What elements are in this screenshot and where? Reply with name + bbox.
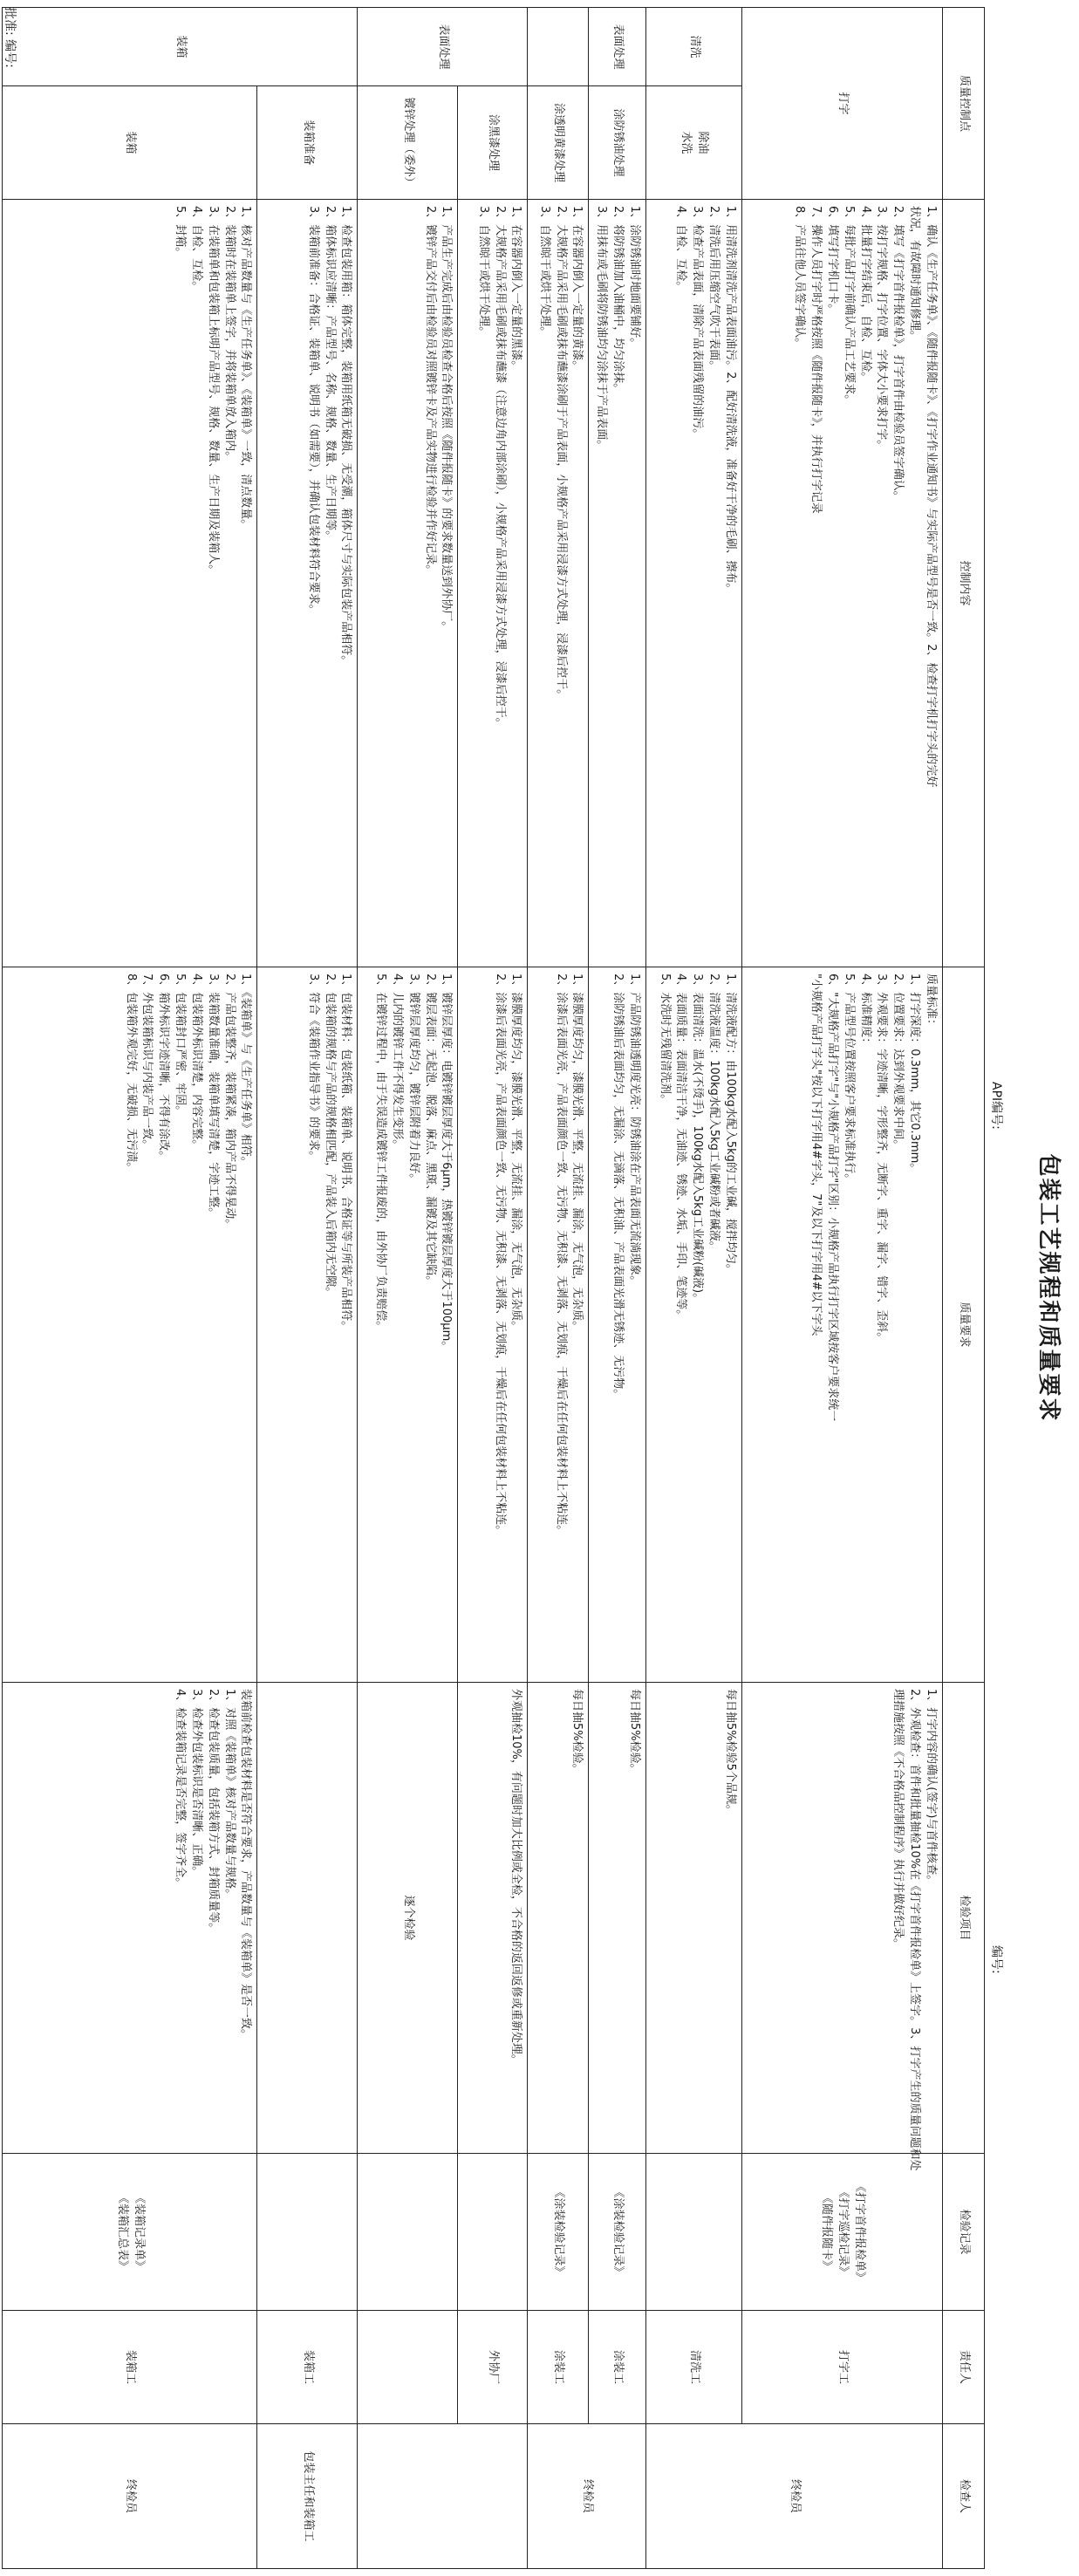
text-line: 1、清洗液配方：由100kg水配入5kg的工业碱，搅拌均匀。: [724, 974, 737, 1275]
cell-point: [528, 8, 589, 86]
cell-req: [742, 967, 943, 1683]
text-line: 2、将防锈油加入油桶中，均匀涂抹。: [611, 206, 625, 395]
text-line: 3、自然晾干或烘干处理。: [476, 206, 490, 338]
cell-insp: [528, 1683, 589, 2154]
text-line: 1、对照《装箱单》核对产品数量与规格。: [222, 1689, 236, 1901]
table-row-rustprev: [528, 8, 589, 2569]
text-line: 2、填写《打字首件报检单》，打字首件由检验员签字确认。: [891, 206, 905, 502]
header-quality-req: 质量要求: [943, 967, 985, 1683]
cell-subpoint: 装箱准备: [257, 86, 358, 200]
cell-req: [358, 967, 458, 1683]
text-line: 3、检查外包装标识是否清晰、正确。: [189, 1689, 203, 1878]
cell-record: [528, 2154, 589, 2311]
text-line: 5、在镀锌过程中，由于失误造成镀锌工件报废的，由外协厂负责赔偿。: [374, 974, 388, 1333]
text-line: 3、镀锌层厚度均匀，镀锌层附着力良好。: [406, 974, 420, 1186]
header-inspection-item: 检验项目: [943, 1683, 985, 2154]
text-line: 2、清洗液温度：100kg水配入5kg工业碱粉或者碱液。: [707, 974, 721, 1253]
text-line: 1、打字深度：0.3mm，其它0.3mm。: [908, 974, 922, 1175]
text-line: 《随件报随卡》: [820, 2192, 834, 2272]
cell-content: [257, 200, 358, 967]
text-line: 1、包装材料：包装纸箱、装箱单、说明书、合格证等与所装产品相符。: [339, 974, 353, 1333]
text-line: 《打字首件报检单》: [852, 2181, 866, 2284]
cell-record: [589, 2154, 646, 2311]
text-line: 8、产品往他人员签字确认。: [793, 206, 807, 350]
cell-req: [458, 967, 528, 1683]
text-line: 6、填写打字机口卡。: [825, 206, 839, 316]
text-line: 4、标准精度：: [858, 974, 872, 1049]
text-line: 2、涂漆后表面光亮，产品表面颜色一致、无污物、无积漆、无剥落、无划痕，干燥后在任何包装材料上不粘连。: [554, 974, 568, 1537]
cell-insp: [646, 1683, 742, 2154]
cell-check: 终检员: [3, 2424, 257, 2569]
text-line: 4、表面质量：表面清洁干净，无油迹、锈迹、水垢、手印、笔迹等。: [674, 974, 688, 1322]
cell-content: [528, 200, 589, 967]
text-line: 状况，有故障时通知修理。: [908, 206, 922, 343]
cell-req: [257, 967, 358, 1683]
cell-content: [742, 200, 943, 967]
text-line: 2、镀锌产品交付后由检验员对照镀锌卡及产品实物进行检验并作好记录。: [423, 206, 437, 577]
cell-point: 打字: [742, 8, 943, 200]
text-line: 8、包装箱外观完好，无破损、无污渍。: [124, 974, 138, 1174]
cell-insp: [742, 1683, 943, 2171]
text-line: 1、产品生产完成后由检验员检查合格后按照《随件报随卡》的要求数量送到外协厂。: [440, 206, 454, 633]
text-line: 《装箱记录单》: [132, 2192, 146, 2272]
text-line: 4、批量打字结束后，自检、互检。: [858, 206, 872, 384]
header-checker: 检查人: [943, 2424, 985, 2569]
cell-content: [3, 200, 257, 967]
text-line: 2、装箱时在装箱单上签字，并将装箱单放入箱内。: [222, 206, 236, 463]
text-line: 《装箱汇总表》: [115, 2192, 129, 2272]
cell-resp: 涂装工: [589, 2311, 646, 2424]
cell-insp: [589, 1683, 646, 2154]
text-line: 2、涂防锈油后表面均匀，无漏涂、无滴落、无积油、产品表面光滑无锈迹、无污物。: [611, 974, 625, 1401]
text-line: 1、核对产品数量与《生产任务单》、《装箱单》一致，清点数量。: [239, 206, 253, 531]
text-line: 5、包装箱封口严密、牢固。: [174, 974, 188, 1117]
cell-subpoint: 涂防锈油处理: [589, 86, 646, 200]
cell-check: 终检员: [646, 2424, 943, 2569]
text-line: 1、确认《生产任务单》、《随件报随卡》、《打字作业通知书》与实际产品型号是否一致。2、检查打字机打字头的完好: [925, 206, 938, 788]
text-line: 3、表面清洗：温水(不烫手)，100kg水配入5kg工业碱粉(碱液)。: [691, 974, 705, 1305]
cell-insp: [358, 1683, 458, 2154]
text-line: 每日抽5%检验。: [628, 1689, 641, 1775]
text-line: 质量标准：: [925, 974, 938, 1031]
cell-check: 包装主任和装箱工: [257, 2424, 358, 2569]
text-line: 1、涂防锈油时地面要铺好。: [628, 206, 641, 350]
table-row-plating: [358, 8, 458, 2569]
text-line: 《涂装检验记录》: [611, 2186, 625, 2278]
text-line: 1、在容器内倒入一定量的黑漆。: [509, 206, 523, 372]
text-line: 4、检查装箱记录是否完整，签字齐全。: [174, 1689, 188, 1889]
text-line: 每日抽5%检验。: [570, 1689, 584, 1775]
text-line: 外观抽检10%，有问题时加大比例或全检，不合格的返回返修或重新处理。: [509, 1689, 523, 2066]
text-line: 2、产品包装整齐，装箱紧凑，箱内产品不得晃动。: [222, 974, 236, 1231]
table-row-pack: [3, 8, 257, 2569]
text-line: "小规格产品打字头"按以下打字用4#字头，7"及以下打字用4#以下字头: [809, 974, 823, 1336]
text-line: 2、清洗后用压缩空气吹干表面。: [707, 206, 721, 372]
text-line: 2、镀层表面：无起泡、脱落、麻点、黑斑、漏镀及其它缺陷。: [423, 974, 437, 1288]
cell-insp: [257, 1683, 358, 2154]
text-line: 6、"大规格产品打字"与"小规格产品打字"区别：小规格产品执行打字区域按客户要求统一: [825, 974, 839, 1422]
header-control-point: 质量控制点: [943, 8, 985, 200]
text-line: 5、每批产品打字前确认产品工艺要求。: [842, 206, 856, 407]
text-line: 2、大规格产品采用毛刷或抹布蘸漆（注意边角内部涂刷），小规格产品采用浸漆方式处理，浸漆后控干。: [493, 206, 507, 729]
text-line: 2、包装箱的规格与产品的规格相匹配，产品装入后箱内无空隙。: [323, 974, 337, 1299]
text-line: 3、装箱数量准确，装箱单填写清楚，字迹工整。: [206, 974, 220, 1220]
cell-req: [646, 967, 742, 1683]
table-row-surface: [458, 8, 528, 2569]
table-row-rust: [589, 8, 646, 2569]
cell-subpoint: 镀锌处理（委外）: [358, 86, 458, 200]
header-inspection-record: 检验记录: [943, 2154, 985, 2311]
quality-table: [2, 7, 985, 2569]
text-line: 2、外观检查：首件和批量抽检10%在《打字首件报检单》上签字。3、打字产生的质量问题和处: [908, 1689, 922, 2171]
text-line: 4、自检、互检。: [189, 206, 203, 293]
page-title: 包装工艺规程和质量要求: [1035, 1153, 1062, 1423]
header-row: [943, 8, 985, 2569]
text-line: 3、符合《装箱作业指导书》的要求。: [306, 974, 320, 1163]
text-line: 4、自检、互检。: [674, 206, 688, 293]
cell-resp: 清洗工: [646, 2311, 742, 2424]
text-line: 装箱前检查包装材料是否符合要求，产品数量与《装箱单》是否一致。: [239, 1689, 253, 2041]
text-line: 每日抽5%检验5个品规。: [724, 1689, 737, 1816]
cell-req: [528, 967, 589, 1683]
cell-subpoint: 涂黑漆处理: [458, 86, 528, 200]
cell-content: [458, 200, 528, 967]
text-line: 《涂装检验记录》: [552, 2186, 566, 2278]
text-line: 2、大规格产品采用毛刷或抹布蘸漆涂刷于产品表面，小规格产品采用浸漆方式处理，浸漆后控干。: [554, 206, 568, 701]
text-line: 3、按打字规格、打字位置、字体大小要求打字。: [875, 206, 889, 452]
header-control-content: 控制内容: [943, 200, 985, 967]
text-line: 6、箱外标识字迹清晰，不得有涂改。: [157, 974, 171, 1163]
cell-point: 表面处理: [589, 8, 646, 86]
text-line: 2、箱体标识应清晰：产品型号、名称、规格、数量、生产日期等。: [323, 206, 337, 543]
text-line: 2、涂漆后表面光亮，产品表面颜色一致、无污物、无积漆、无剥落、无划痕，干燥后在任何包装材料上不粘连。: [493, 974, 507, 1537]
api-label: API编号:: [989, 1082, 1003, 1130]
text-line: 1、漆膜厚度均匀，漆膜光滑、平整，无流挂、漏涂，无气泡，无杂质。: [570, 974, 584, 1333]
cell-record: [742, 2154, 943, 2311]
text-line: 1、检查包装用箱：箱体完整，装箱用纸箱无破损、无受潮，箱体尺寸与实际包装产品相符。: [339, 206, 353, 667]
cell-content: [589, 200, 646, 967]
text-line: 2、检查包装质量，包括装箱方式、封箱质量等。: [206, 1689, 220, 1935]
cell-record: [458, 2154, 528, 2311]
cell-check: 终检员: [528, 2424, 646, 2569]
cell-record: [646, 2154, 742, 2311]
text-line: 5、产品型号位置按照客户要求标准执行。: [842, 974, 856, 1186]
table-row-packprep: [257, 8, 358, 2569]
text-line: 3、自然晾干或烘干处理。: [537, 206, 551, 338]
cell-subpoint: 除油 水洗: [646, 86, 742, 200]
cell-record: [257, 2154, 358, 2311]
text-line: 2、位置要求：达到外观要求中间。: [891, 974, 905, 1151]
text-line: 5、封箱。: [174, 206, 188, 259]
cell-resp: 涂装工: [528, 2311, 589, 2424]
cell-point: 清洗: [646, 8, 742, 86]
cell-resp: 装箱工: [3, 2311, 257, 2424]
cell-content: [646, 200, 742, 967]
cell-insp: [458, 1683, 528, 2154]
text-line: 理措施按照《不合格品控制程序》执行并做好纪录。: [891, 1689, 905, 1951]
cell-req: [589, 967, 646, 1683]
cell-content: [358, 200, 458, 967]
text-line: 1、用清洗剂清洗产品表面油污。2、配好清洗液，准备好干净的毛刷、擦布。: [724, 206, 737, 595]
text-line: 逐个检验: [401, 1895, 415, 1941]
approver-label: 批准: 编号:: [3, 7, 17, 68]
cell-subpoint: 装箱: [3, 86, 257, 200]
cell-record: [3, 2154, 257, 2311]
cell-req: [3, 967, 257, 1683]
text-line: 7、操作人员打字时严格按照《随件报随卡》，并执行打字记录: [809, 206, 823, 514]
cell-record: [358, 2154, 458, 2311]
text-line: 《打字巡检记录》: [836, 2186, 850, 2278]
cell-insp: [3, 1683, 257, 2154]
cell-check: [358, 2424, 528, 2569]
text-line: 1、镀锌层厚度：电镀锌镀层厚度大于6μm，热镀锌镀层厚度大于100μm。: [440, 974, 454, 1353]
table-row-clean: [646, 8, 742, 2569]
text-line: 1、产品防锈油透明度光亮：防锈油涂在产品表面无流淌现象。: [628, 974, 641, 1288]
cell-resp: 外协厂: [458, 2311, 528, 2424]
text-line: 1、《装箱单》与《生产任务单》相符。: [239, 974, 253, 1168]
text-line: 4、包装箱外标识清楚，内容完整。: [189, 974, 203, 1151]
header-responsible: 责任人: [943, 2311, 985, 2424]
text-line: 3、用抹布或毛刷将防锈油均匀涂抹于产品表面。: [595, 206, 609, 452]
text-line: 3、装箱前准备：合格证、装箱单、说明书（如需要），并确认包装材料符合要求。: [306, 206, 320, 616]
text-line: 1、打字内容的确认(签字)与首件核查。: [925, 1689, 938, 1887]
text-line: 3、在装箱单和包装箱上标明产品型号、规格、数量、生产日期及装箱人。: [206, 206, 220, 577]
cell-subpoint: 涂透明黄漆处理: [528, 86, 589, 200]
text-line: 3、检查产品表面，清除产品表面残留的油污。: [691, 206, 705, 441]
cell-point: 表面处理: [358, 8, 528, 86]
cell-resp: 装箱工: [257, 2311, 358, 2424]
cell-resp: 打字工: [742, 2311, 943, 2424]
text-line: 7、外包装箱标识与内装产品一致。: [140, 974, 154, 1151]
text-line: 4、儿内的镀锌工件不得发生变形。: [390, 974, 404, 1151]
text-line: 5、水洗时无残留清洗剂。: [658, 974, 672, 1106]
code-label: 编号:: [989, 1945, 1003, 1974]
text-line: 1、漆膜厚度均匀，漆膜光滑、平整，无流挂、漏涂，无气泡，无杂质。: [509, 974, 523, 1333]
table-row-print: [742, 8, 943, 2569]
text-line: 3、外观要求：字迹清晰，字形整齐，无断字、重字、漏字、错字、歪斜。: [875, 974, 889, 1344]
cell-point: 装箱: [3, 8, 358, 86]
cell-resp: [358, 2311, 458, 2424]
text-line: 1、在容器内倒入一定量的黄漆。: [570, 206, 584, 372]
